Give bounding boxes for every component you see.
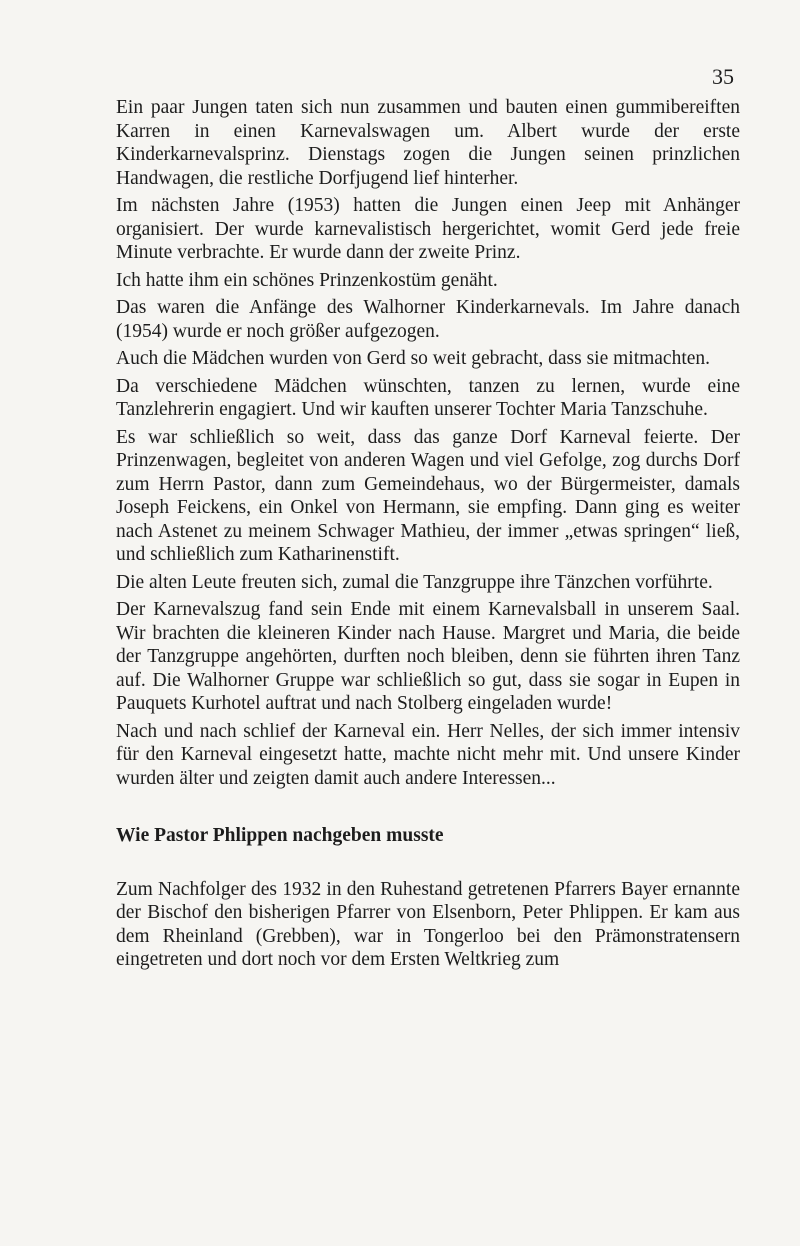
paragraph: Nach und nach schlief der Karneval ein. Herr Nelles, der sich immer intensiv für den Karneval eingesetzt hatte, machte nicht mehr mit. Und unsere Kinder wurden älter und zeigten damit auch andere Interessen... [116, 720, 740, 789]
paragraph: Das waren die Anfänge des Walhorner Kinderkarnevals. Im Jahre danach (1954) wurde er noch größer aufgezogen. [116, 297, 740, 342]
page-number: 35 [712, 64, 734, 89]
paragraph: Zum Nachfolger des 1932 in den Ruhestand getretenen Pfarrers Bayer ernannte der Bischof den bisherigen Pfarrer von Elsenborn, Peter Phlippen. Er kam aus dem Rheinland (Grebben), war in Tongerloo bei den Prämonstratensern eingetreten und dort noch vor dem Ersten Weltkrieg zum [116, 878, 740, 970]
paragraph: Die alten Leute freuten sich, zumal die Tanzgruppe ihre Tänzchen vorführte. [116, 571, 713, 593]
paragraph: Da verschiedene Mädchen wünschten, tanzen zu lernen, wurde eine Tanzlehrerin engagiert. Und wir kauften unserer Tochter Maria Tanzschuhe. [116, 375, 740, 420]
paragraph: Auch die Mädchen wurden von Gerd so weit gebracht, dass sie mitmachten. [116, 348, 711, 369]
paragraph: Der Karnevalszug fand sein Ende mit einem Karnevalsball in unserem Saal. Wir brachten die kleineren Kinder nach Hause. Margret und Maria, die beide der Tanzgruppe angehörten, durften noch bleiben, denn sie führten ihren Tanz auf. Die Walhorner Gruppe war schließlich so gut, dass sie sogar in Eupen in Pauquets Kurhotel auftrat und nach Stolberg eingeladen wurde! [116, 599, 740, 714]
section-heading: Wie Pastor Phlippen nachgeben musste [116, 825, 444, 846]
paragraph: Im nächsten Jahre (1953) hatten die Jungen einen Jeep mit Anhänger organisiert. Der wurde karnevalistisch hergerichtet, womit Gerd jede freie Minute verbrachte. Er wurde dann der zweite Prinz. [116, 195, 740, 263]
paragraph: Ich hatte ihm ein schönes Prinzenkostüm genäht. [116, 269, 498, 291]
paragraph: Es war schließlich so weit, dass das ganze Dorf Karneval feierte. Der Prinzenwagen, begleitet von anderen Wagen und viel Gefolge, zog durchs Dorf zum Herrn Pastor, dann zum Gemeindehaus, wo der Bürgermeister, damals Joseph Feickens, ein Onkel von Hermann, sie empfing. Dann ging es weiter nach Astenet zu meinem Schwager Mathieu, der immer „etwas springen“ ließ, und schließlich zum Katharinenstift. [116, 426, 740, 565]
paragraph: Ein paar Jungen taten sich nun zusammen und bauten einen gummibereiften Karren in einen Karnevalswagen um. Albert wurde der erste Kinderkarnevalsprinz. Dienstags zogen die Jungen seinen prinzlichen Handwagen, die restliche Dorfjugend lief hinterher. [116, 97, 740, 189]
body-text [116, 96, 740, 976]
